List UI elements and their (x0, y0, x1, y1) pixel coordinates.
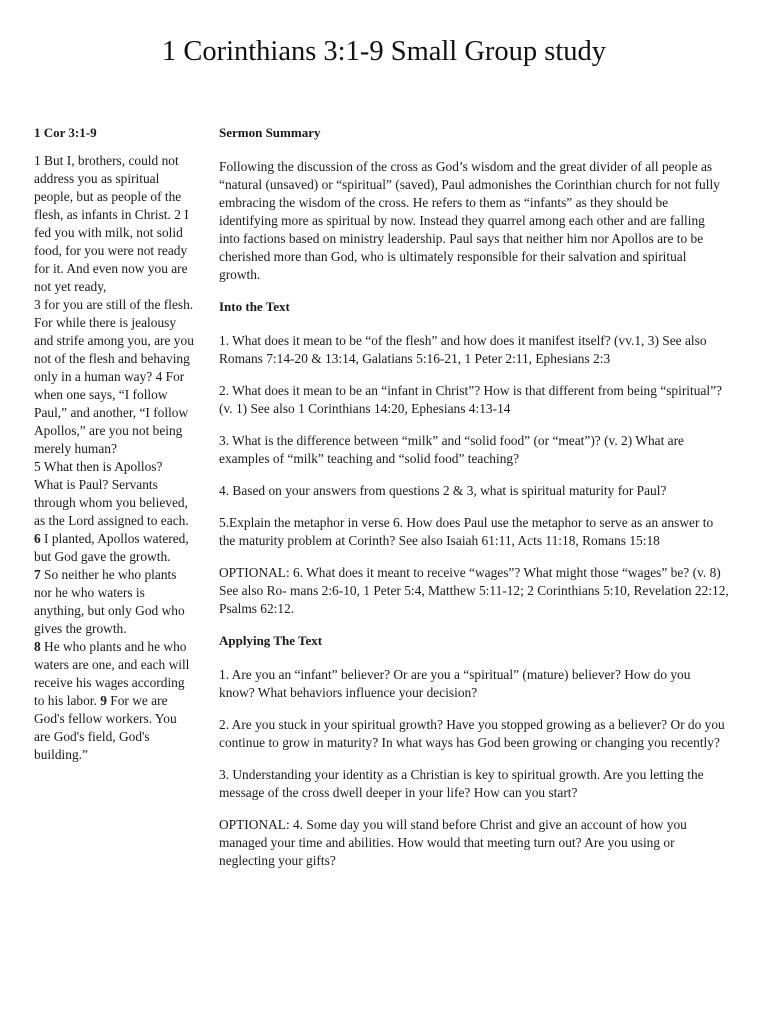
scripture-line: 1 But I, brothers, could not address you as spiritual people, but as people of the flesh, as infants in Christ. 2 I fed you with milk, not solid food, for you were not ready for it. And even now you are not yet ready, (34, 153, 189, 294)
sermon-summary-text: Following the discussion of the cross as God’s wisdom and the great divider of all people as “natural (unsaved) or “spiritual” (saved), Paul admonishes the Corinthian church for not fully embracing the wisdom of the cross. He refers to them as “infants” as they should be identifying more as spiritual by now. Instead they quarrel among each other and are falling into factions based on ministry leadership. Paul says that neither him nor Apollos are to be cherished more than God, who is ultimately responsible for their salvation and spiritual growth. (219, 159, 720, 282)
verse-number: 9 (100, 693, 107, 708)
scripture-heading: 1 Cor 3:1-9 (34, 125, 97, 140)
scripture-line: He who plants and he who waters are one, and each will receive his wages according to his labor. (34, 639, 190, 708)
into-question: 2. What does it mean to be an “infant in Christ”? How is that different from being “spiritual”? (v. 1) See also 1 Corinthians 14:20, Ephesians 4:13-14 (219, 383, 722, 416)
into-question: 5.Explain the metaphor in verse 6. How does Paul use the metaphor to serve as an answer to the maturity problem at Corinth? See also Isaiah 61:11, Acts 11:18, Romans 15:18 (219, 515, 714, 548)
sermon-summary-heading: Sermon Summary (219, 125, 321, 140)
into-question: 1. What does it mean to be “of the flesh” and how does it manifest itself? (vv.1, 3) See also Romans 7:14-20 & 13:14, Galatians 5:16-21, 1 Peter 2:11, Ephesians 2:3 (219, 333, 707, 366)
scripture-line: 5 What then is Apollos? What is Paul? Servants through whom you believed, as the Lord assigned to each. (34, 459, 189, 528)
page-title: 1 Corinthians 3:1-9 Small Group study (161, 36, 607, 67)
applying-question: OPTIONAL: 4. Some day you will stand before Christ and give an account of how you managed your time and abilities. How would that meeting turn out? Are you using or neglecting your gifts? (219, 817, 687, 868)
scripture-column (34, 124, 194, 764)
study-column (219, 124, 729, 884)
scripture-line: For we are God's fellow workers. You are God's field, God's building.” (34, 693, 177, 762)
verse-number: 6 (34, 531, 41, 546)
scripture-line: I planted, Apollos watered, but God gave the growth. (34, 531, 189, 564)
scripture-line: 3 for you are still of the flesh. For while there is jealousy and strife among you, are you not of the flesh and behaving only in a human way? 4 For when one says, “I follow Paul,” and another, “I follow Apollos,” are you not being merely human? (34, 297, 194, 456)
into-question: OPTIONAL: 6. What does it meant to receive “wages”? What might those “wages” be? (v. 8) See also Ro- mans 2:6-10, 1 Peter 5:4, Matthew 5:11-12; 2 Corinthians 5:10, Revelation 22:12, Psalms 62:12. (219, 565, 729, 616)
into-question: 4. Based on your answers from questions 2 & 3, what is spiritual maturity for Paul? (219, 483, 667, 498)
into-question: 3. What is the difference between “milk” and “solid food” (or “meat”)? (v. 2) What are examples of “milk” teaching and “solid food” teaching? (219, 433, 684, 466)
applying-question: 3. Understanding your identity as a Christian is key to spiritual growth. Are you letting the message of the cross dwell deeper in your life? How can you start? (219, 767, 704, 800)
verse-number: 8 (34, 639, 41, 654)
applying-the-text-heading: Applying The Text (219, 633, 323, 648)
scripture-text (34, 152, 194, 764)
applying-question: 1. Are you an “infant” believer? Or are you a “spiritual” (mature) believer? How do you know? What behaviors influence your decision? (219, 667, 691, 700)
verse-number: 7 (34, 567, 41, 582)
applying-question: 2. Are you stuck in your spiritual growth? Have you stopped growing as a believer? Or do you continue to grow in maturity? In what ways has God been growing or changing you recently? (219, 717, 725, 750)
into-the-text-heading: Into the Text (219, 299, 290, 314)
scripture-line: So neither he who plants nor he who waters is anything, but only God who gives the growth. (34, 567, 185, 636)
